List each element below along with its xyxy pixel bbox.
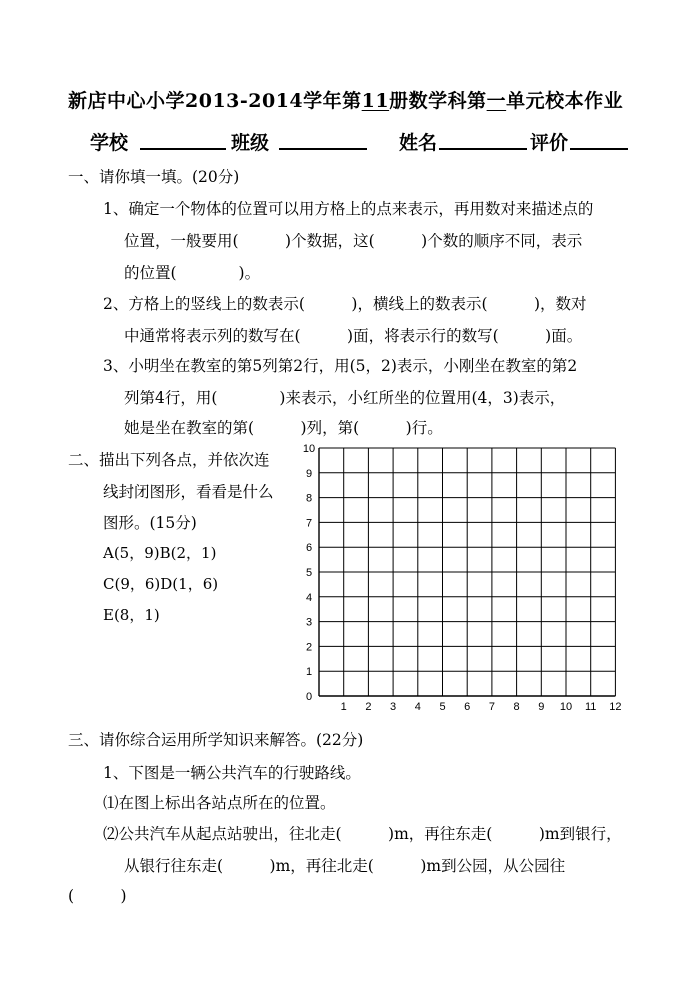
name-label: 姓名 bbox=[399, 132, 438, 154]
y-tick-label: 9 bbox=[305, 467, 313, 480]
x-tick-label: 5 bbox=[439, 701, 446, 712]
q3-line3: 她是坐在教室的第( )列，第( )行。 bbox=[124, 419, 443, 437]
s3-q1-part2-line2: 从银行往东走( )m，再往北走( )m到公园，从公园往 bbox=[124, 857, 566, 875]
x-tick-label: 8 bbox=[513, 701, 520, 712]
page-title: 新店中心小学2013-2014学年第11册数学科第一单元校本作业 bbox=[68, 90, 624, 112]
x-tick-label: 6 bbox=[464, 701, 471, 712]
points-line2: C(9，6)D(1，6) bbox=[103, 575, 219, 593]
section1-heading: 一、请你填一填。(20分) bbox=[68, 168, 240, 186]
coordinate-grid-svg[interactable] bbox=[294, 440, 630, 712]
class-blank[interactable] bbox=[279, 130, 367, 152]
name-blank[interactable] bbox=[439, 130, 527, 152]
coordinate-grid[interactable] bbox=[294, 440, 630, 712]
section2-heading-line2: 线封闭图形，看看是什么 bbox=[103, 483, 274, 501]
section2-heading-line3: 图形。(15分) bbox=[103, 514, 197, 532]
s3-q1-part2-line3: ( ) bbox=[68, 887, 127, 905]
class-label: 班级 bbox=[231, 132, 270, 154]
points-line3: E(8，1) bbox=[103, 606, 160, 624]
section3-heading: 三、请你综合运用所学知识来解答。(22分) bbox=[68, 731, 364, 749]
y-tick-label: 10 bbox=[302, 443, 316, 455]
x-tick-label: 9 bbox=[538, 701, 545, 712]
q1-line2: 位置，一般要用( )个数据，这( )个数的顺序不同，表示 bbox=[124, 232, 583, 250]
school-label: 学校 bbox=[90, 132, 129, 154]
x-tick-label: 4 bbox=[414, 701, 421, 712]
grade-label: 评价 bbox=[530, 132, 569, 154]
q1-line3: 的位置( )。 bbox=[124, 264, 261, 282]
y-tick-label: 0 bbox=[305, 691, 313, 703]
x-tick-label: 10 bbox=[559, 701, 573, 712]
q3-line1: 3、小明坐在教室的第5列第2行，用(5，2)表示，小刚坐在教室的第2 bbox=[103, 357, 578, 375]
x-tick-label: 3 bbox=[390, 701, 397, 712]
section2-heading-line1: 二、描出下列各点，并依次连 bbox=[68, 451, 270, 469]
y-tick-label: 4 bbox=[305, 591, 313, 604]
x-tick-label: 11 bbox=[584, 701, 597, 712]
q3-line2: 列第4行，用( )来表示，小红所坐的位置用(4，3)表示， bbox=[124, 389, 566, 407]
x-tick-label: 2 bbox=[365, 701, 372, 712]
s3-q1-part2-line1: ⑵公共汽车从起点站驶出，往北走( )m，再往东走( )m到银行， bbox=[103, 825, 622, 843]
book-number: 11 bbox=[361, 90, 390, 112]
y-tick-label: 7 bbox=[305, 517, 313, 530]
y-tick-label: 2 bbox=[305, 641, 313, 654]
y-tick-label: 5 bbox=[305, 567, 313, 579]
y-tick-label: 6 bbox=[305, 542, 313, 555]
x-tick-label: 12 bbox=[609, 701, 622, 712]
q2-line1: 2、方格上的竖线上的数表示( )，横线上的数表示( )，数对 bbox=[103, 295, 587, 313]
y-tick-label: 1 bbox=[305, 666, 313, 679]
q2-line2: 中通常将表示列的数写在( )面，将表示行的数写( )面。 bbox=[124, 327, 583, 345]
y-tick-label: 3 bbox=[305, 616, 313, 629]
y-tick-label: 8 bbox=[305, 492, 313, 505]
grade-blank[interactable] bbox=[570, 130, 628, 152]
q1-line1: 1、确定一个物体的位置可以用方格上的点来表示，再用数对来描述点的 bbox=[103, 200, 594, 218]
points-line1: A(5，9)B(2，1) bbox=[103, 544, 217, 562]
x-tick-label: 1 bbox=[340, 701, 347, 712]
x-tick-label: 7 bbox=[488, 701, 495, 712]
s3-q1-part1: ⑴在图上标出各站点所在的位置。 bbox=[103, 794, 336, 812]
unit-number: 一 bbox=[486, 90, 507, 112]
s3-q1: 1、下图是一辆公共汽车的行驶路线。 bbox=[103, 764, 361, 782]
school-blank[interactable] bbox=[140, 130, 226, 152]
